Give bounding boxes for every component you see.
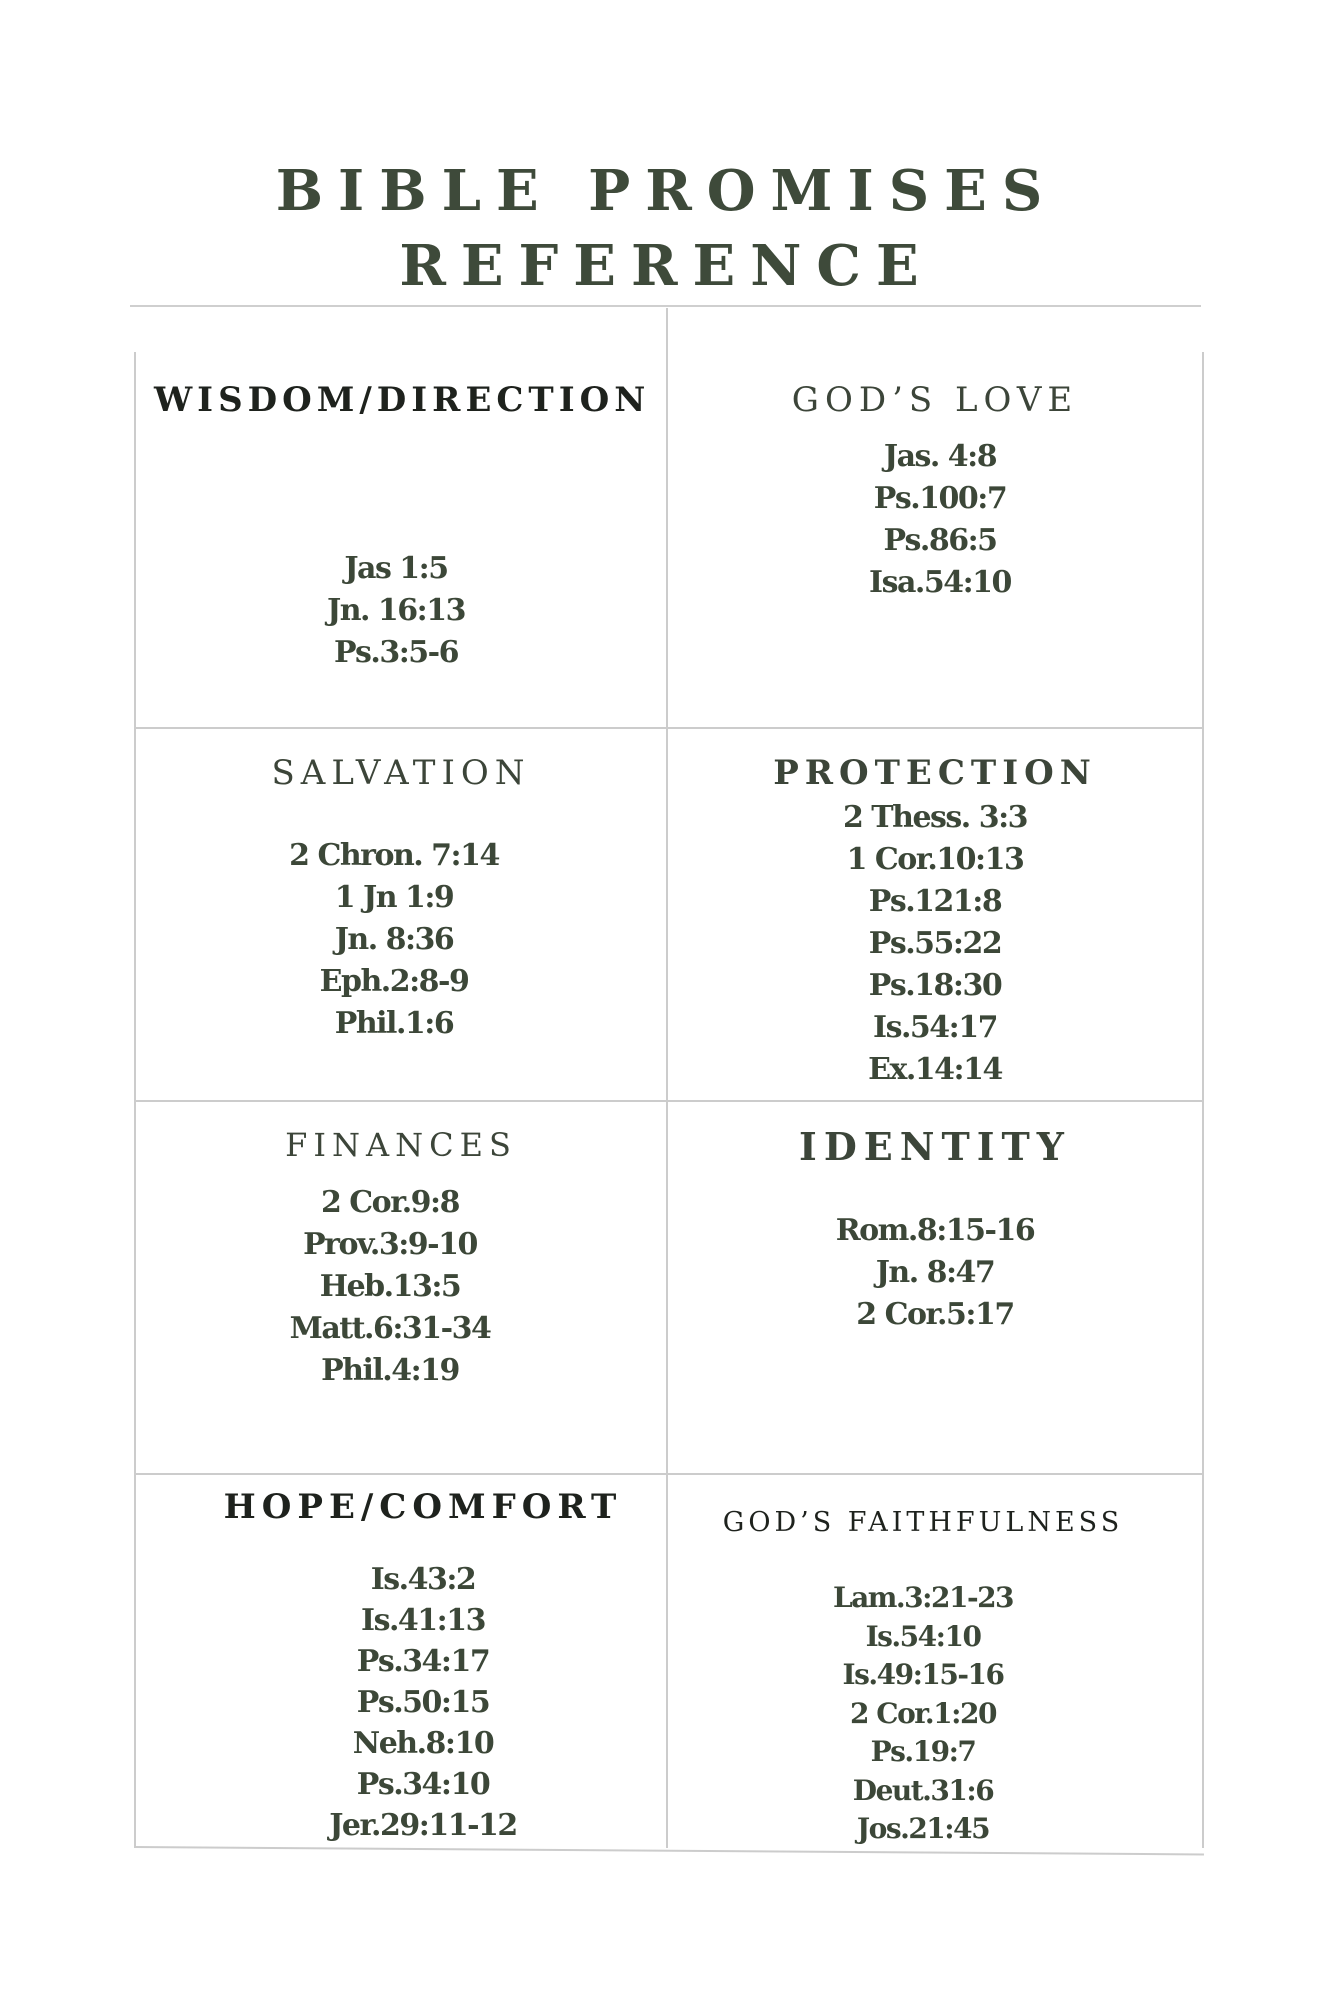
verse-reference: Matt.6:31-34 [289,1311,491,1346]
section-protection [668,729,1202,1100]
verse-reference: 2 Thess. 3:3 [842,800,1028,835]
section-heading: HOPE/COMFORT [223,1487,623,1527]
verse-reference: Deut.31:6 [852,1773,994,1807]
verse-reference: Heb.13:5 [319,1269,461,1304]
verse-list [668,1210,1202,1336]
verse-reference: Isa.54:10 [869,565,1011,600]
verse-reference: 2 Chron. 7:14 [289,838,499,873]
section-heading: GOD’S FAITHFULNESS [722,1507,1124,1538]
section-wisdom-direction [136,354,666,727]
verse-reference: Jas. 4:8 [883,439,997,474]
verse-reference: Is.43:2 [370,1562,476,1597]
verse-reference: Ps.100:7 [873,481,1007,516]
verse-reference: 2 Cor.9:8 [320,1185,460,1220]
verse-list [668,797,1202,1091]
section-heading: PROTECTION [773,753,1097,793]
verse-reference: Jn. 8:47 [875,1255,995,1290]
verse-reference: Ps.3:5-6 [333,635,459,670]
verse-list [180,1559,666,1846]
verse-reference: Rom.8:15-16 [835,1213,1035,1248]
verse-reference: 1 Jn 1:9 [334,880,454,915]
verse-reference: Ps.19:7 [870,1735,976,1768]
section-heading: WISDOM/DIRECTION [154,380,651,420]
section-identity [668,1102,1202,1473]
verse-reference: Is.49:15-16 [842,1658,1004,1691]
verse-reference: Is.54:17 [873,1010,997,1045]
verse-reference: Neh.8:10 [352,1726,494,1761]
section-finances [136,1102,666,1473]
verse-reference: Is.54:10 [865,1619,981,1653]
verse-reference: Ex.14:14 [868,1052,1002,1087]
title-divider [130,305,1201,307]
section-gods-love [668,354,1202,727]
verse-reference: Phil.1:6 [334,1006,454,1041]
verse-reference: Jer.29:11-12 [329,1808,517,1843]
verse-reference: Ps.86:5 [883,523,997,558]
verse-reference: Prov.3:9-10 [303,1227,477,1262]
verse-reference: 1 Cor.10:13 [846,842,1024,877]
section-gods-faithfulness [668,1475,1202,1846]
verse-reference: Jn. 8:36 [334,922,454,957]
page-title: BIBLE PROMISES [275,158,1058,224]
verse-reference: Ps.34:17 [356,1644,490,1679]
verse-reference: Ps.18:30 [868,968,1002,1003]
section-heading: GOD’S LOVE [791,380,1079,420]
verse-reference: Is.41:13 [361,1603,485,1638]
verse-list [678,436,1202,604]
verse-list [644,1579,1202,1849]
page-subtitle: REFERENCE [399,233,934,299]
verse-reference: Lam.3:21-23 [832,1581,1014,1614]
section-heading: IDENTITY [799,1124,1071,1169]
section-hope-comfort [136,1475,666,1846]
verse-reference: Eph.2:8-9 [319,964,469,999]
verse-list [126,548,666,674]
verse-reference: Jn. 16:13 [327,593,465,628]
verse-reference: Ps.121:8 [868,884,1002,919]
verse-reference: Ps.55:22 [868,926,1002,961]
verse-list [114,1182,666,1392]
section-salvation [136,729,666,1100]
verse-reference: Jos.21:45 [856,1812,990,1845]
verse-reference: Ps.50:15 [356,1685,490,1720]
section-heading: FINANCES [285,1126,517,1164]
verse-reference: Ps.34:10 [356,1767,490,1802]
verse-reference: 2 Cor.5:17 [856,1297,1014,1332]
verse-list [122,835,666,1045]
verse-reference: Jas 1:5 [344,551,448,586]
verse-reference: 2 Cor.1:20 [850,1696,996,1730]
verse-reference: Phil.4:19 [321,1353,459,1388]
section-heading: SALVATION [271,753,531,793]
